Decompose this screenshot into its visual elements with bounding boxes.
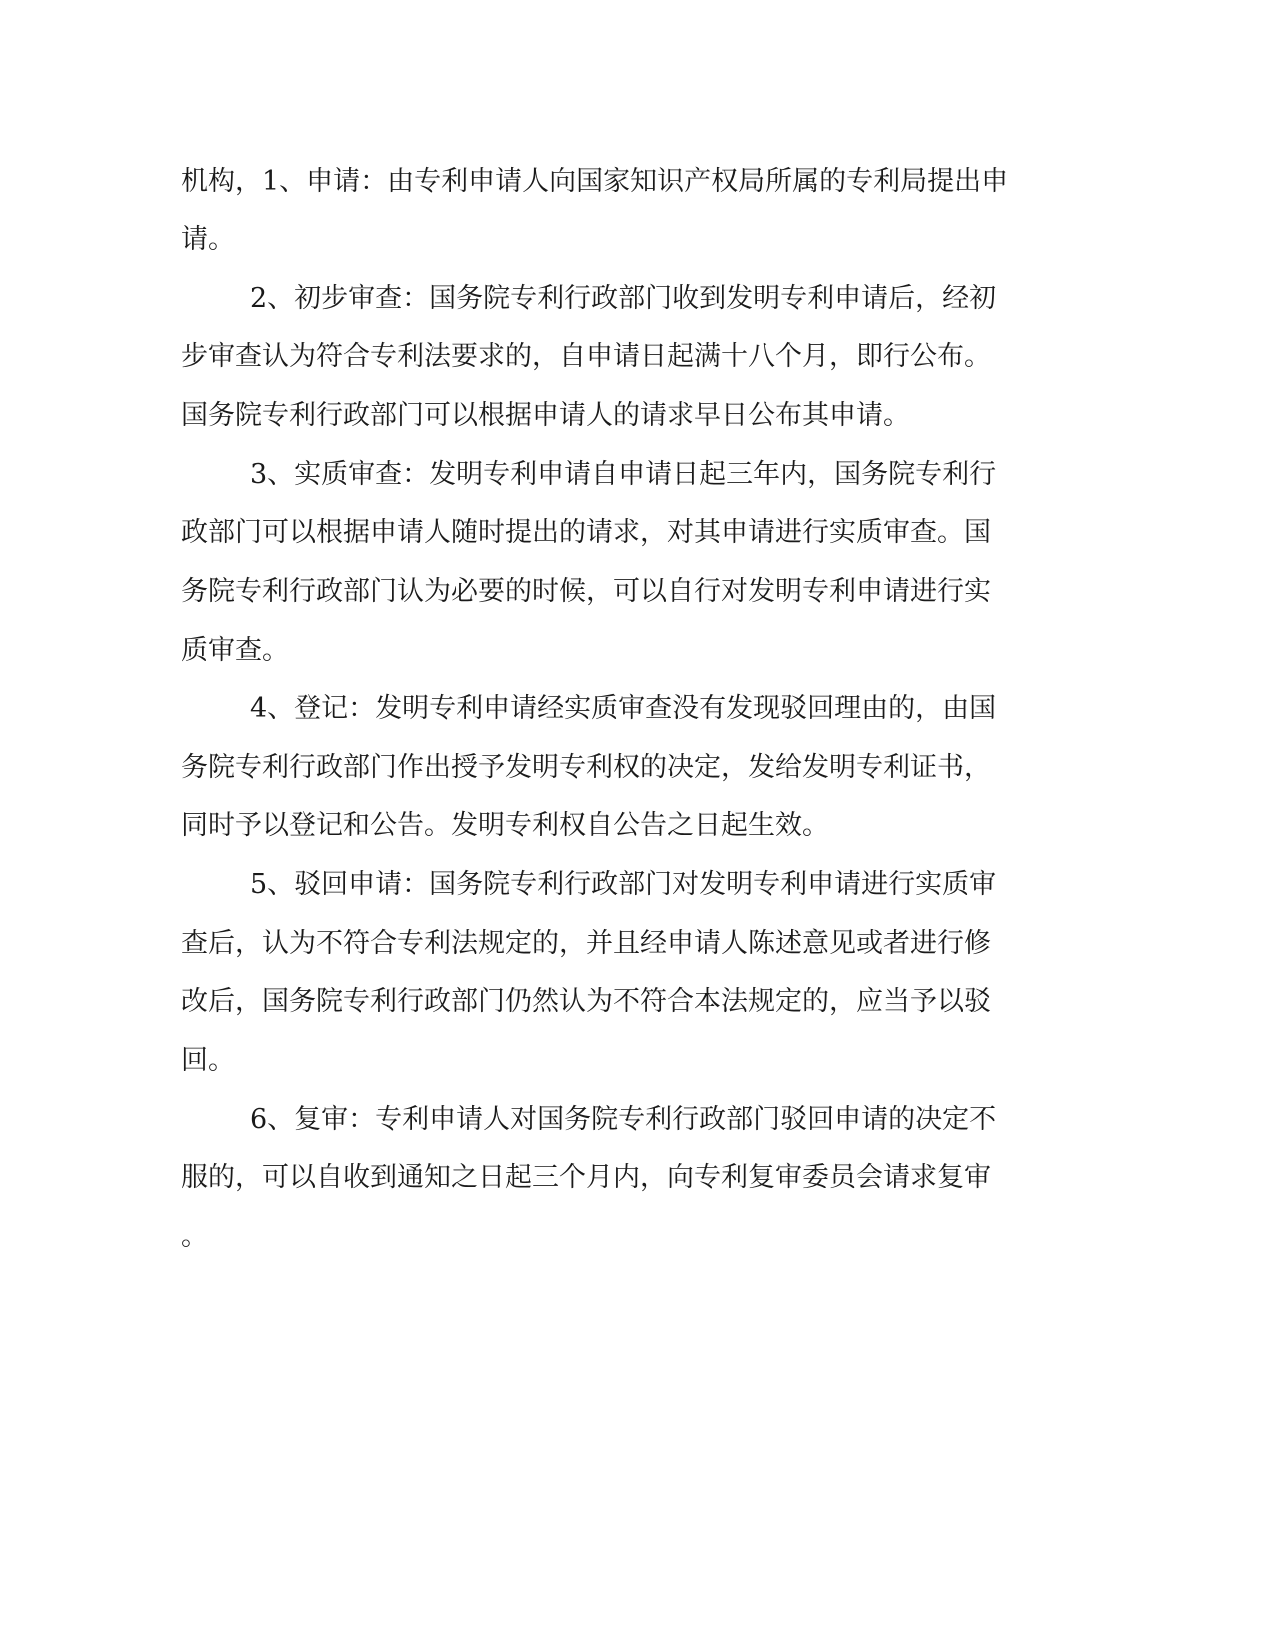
text-line: 务院专利行政部门作出授予发明专利权的决定，发给发明专利证书， bbox=[181, 752, 991, 783]
text-line: 同时予以登记和公告。发明专利权自公告之日起生效。 bbox=[181, 810, 829, 841]
text-line: 3、实质审查：发明专利申请自申请日起三年内，国务院专利行 bbox=[250, 459, 997, 490]
text-line: 机构，1、申请：由专利申请人向国家知识产权局所属的专利局提出申 bbox=[181, 166, 1009, 197]
text-line: 改后，国务院专利行政部门仍然认为不符合本法规定的，应当予以驳 bbox=[181, 986, 991, 1017]
text-line: 服的，可以自收到通知之日起三个月内，向专利复审委员会请求复审 bbox=[181, 1162, 991, 1193]
text-line: 。 bbox=[181, 1221, 208, 1252]
text-line: 步审查认为符合专利法要求的，自申请日起满十八个月，即行公布。 bbox=[181, 341, 991, 372]
text-line: 回。 bbox=[181, 1045, 235, 1076]
text-line: 务院专利行政部门认为必要的时候，可以自行对发明专利申请进行实 bbox=[181, 576, 991, 607]
text-line: 政部门可以根据申请人随时提出的请求，对其申请进行实质审查。国 bbox=[181, 517, 991, 548]
text-line: 4、登记：发明专利申请经实质审查没有发现驳回理由的，由国 bbox=[250, 693, 997, 724]
text-line: 5、驳回申请：国务院专利行政部门对发明专利申请进行实质审 bbox=[250, 869, 997, 900]
text-line: 查后，认为不符合专利法规定的，并且经申请人陈述意见或者进行修 bbox=[181, 928, 991, 959]
text-line: 6、复审：专利申请人对国务院专利行政部门驳回申请的决定不 bbox=[250, 1104, 997, 1135]
text-line: 请。 bbox=[181, 224, 235, 255]
text-line: 2、初步审查：国务院专利行政部门收到发明专利申请后，经初 bbox=[250, 283, 997, 314]
text-line: 国务院专利行政部门可以根据申请人的请求早日公布其申请。 bbox=[181, 400, 910, 431]
text-line: 质审查。 bbox=[181, 635, 289, 666]
